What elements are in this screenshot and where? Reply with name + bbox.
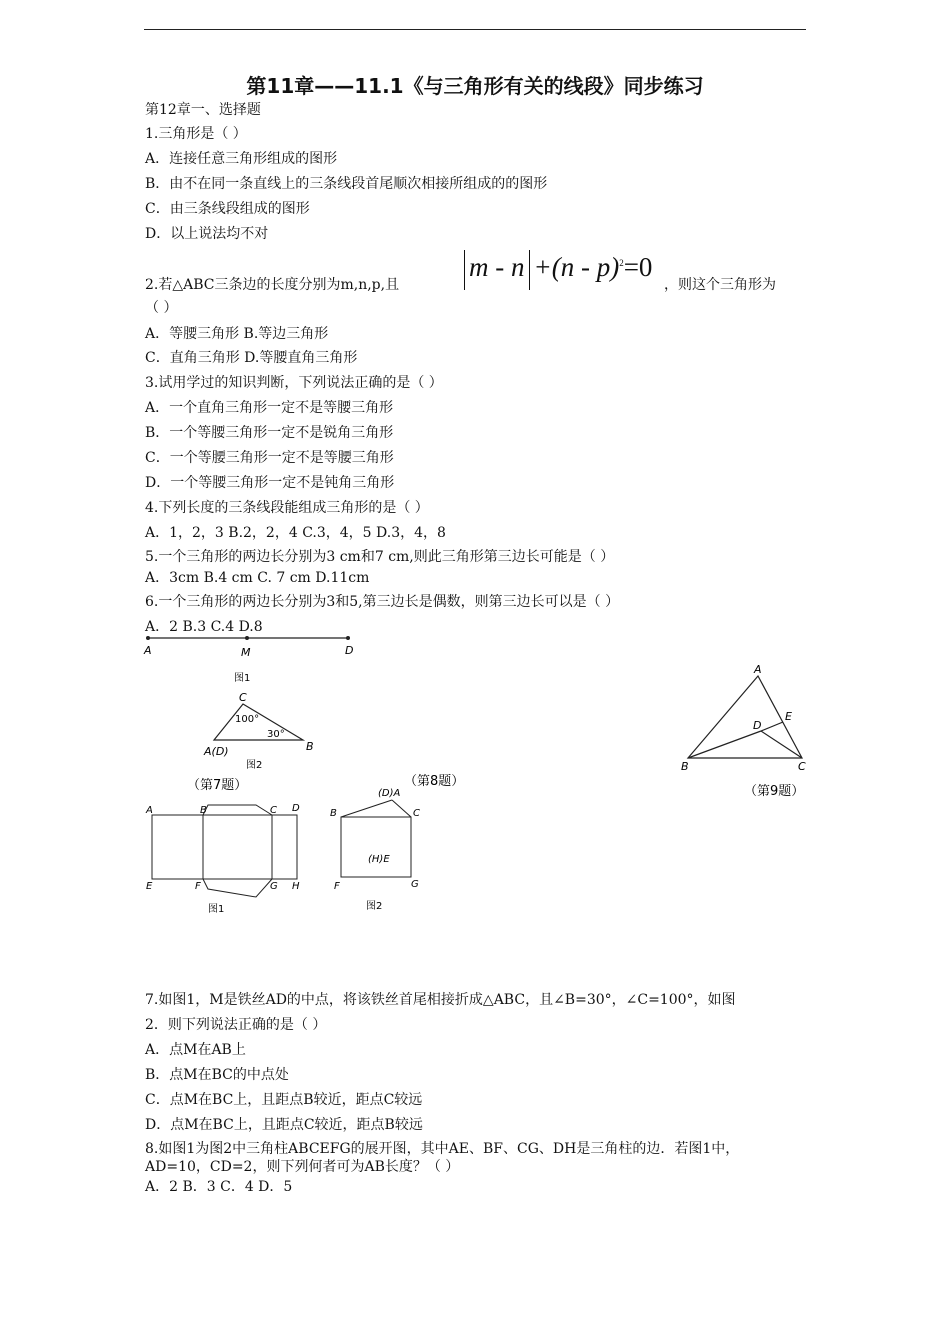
- fig8-net: [145, 803, 300, 915]
- q2-options-cd: C．直角三角形 D.等腰直角三角形: [145, 350, 358, 366]
- formula-left: m - n: [469, 252, 525, 283]
- fig8-caption2: 图2: [366, 901, 383, 912]
- fig8-n-e: E: [146, 881, 153, 892]
- page-title: 第11章——11.1《与三角形有关的线段》同步练习: [246, 74, 704, 98]
- formula-exp: 2: [619, 258, 624, 269]
- q7-option-b: B．点M在BC的中点处: [145, 1067, 289, 1083]
- q8-options: A．2 B．3 C．4 D．5: [145, 1179, 293, 1195]
- q7-option-c: C．点M在BC上，且距点B较近，距点C较远: [145, 1092, 423, 1108]
- q2-stem-cont: （ ）: [145, 300, 178, 316]
- q1-stem: 1.三角形是（ ）: [145, 126, 247, 142]
- q3-option-c: C．一个等腰三角形一定不是等腰三角形: [145, 450, 394, 466]
- q3-stem: 3.试用学过的知识判断，下列说法正确的是（ ）: [145, 375, 443, 391]
- fig8-p-c: C: [413, 808, 420, 819]
- q3-option-b: B．一个等腰三角形一定不是锐角三角形: [145, 425, 394, 441]
- q6-stem: 6.一个三角形的两边长分别为3和5,第三边长是偶数，则第三边长可以是（ ）: [145, 594, 620, 610]
- q5-options: A．3cm B.4 cm C. 7 cm D.11cm: [145, 570, 370, 586]
- fig7-angle-c: 100°: [235, 714, 260, 725]
- fig7-label-a: A: [144, 644, 152, 657]
- section-heading: 第12章一、选择题: [145, 102, 261, 118]
- q8-stem-line1: 8.如图1为图2中三角柱ABCEFG的展开图，其中AE、BF、CG、DH是三角柱的边．若图1中，: [145, 1141, 740, 1157]
- q2-options-ab: A．等腰三角形 B.等边三角形: [145, 326, 329, 342]
- fig8-n-b: B: [200, 805, 207, 816]
- fig8-prism: [330, 788, 420, 912]
- fig8-p-g: G: [411, 879, 419, 890]
- fig9-label-e: E: [785, 710, 792, 723]
- fig7-label-c: C: [239, 691, 247, 704]
- fig9-title: （第9题）: [744, 784, 805, 799]
- fig8-n-f: F: [195, 881, 201, 892]
- q2-stem: 2.若△ABC三条边的长度分别为m,n,p,且: [145, 277, 400, 293]
- fig9-triangle: [681, 663, 806, 773]
- fig7-title: （第7题）: [187, 778, 248, 793]
- formula-mid: +(n - p): [533, 252, 620, 283]
- fig8-n-g: G: [270, 881, 278, 892]
- fig8-p-da: (D)A: [378, 788, 401, 799]
- fig7-segment: [143, 636, 353, 684]
- q1-option-c: C．由三条线段组成的图形: [145, 201, 310, 217]
- fig7-caption2: 图2: [246, 760, 263, 771]
- q1-option-b: B．由不在同一条直线上的三条线段首尾顺次相接所组成的的图形: [145, 176, 548, 192]
- fig7-label-m: M: [241, 646, 251, 659]
- q7-option-a: A．点M在AB上: [145, 1042, 246, 1058]
- q4-stem: 4.下列长度的三条线段能组成三角形的是（ ）: [145, 500, 429, 516]
- fig8-n-c: C: [270, 805, 277, 816]
- fig8-title: （第8题）: [404, 774, 465, 789]
- fig8-p-b: B: [330, 808, 337, 819]
- q2-stem-tail: ，则这个三角形为: [664, 277, 776, 293]
- fig7-triangle: [203, 691, 314, 771]
- q3-option-d: D．一个等腰三角形一定不是钝角三角形: [145, 475, 395, 491]
- fig8-n-d: D: [292, 803, 300, 814]
- q7-stem-line1: 7.如图1，M是铁丝AD的中点，将该铁丝首尾相接折成△ABC，且∠B=30°，∠C=100°，如图: [145, 992, 736, 1008]
- fig8-p-he: (H)E: [368, 854, 390, 865]
- q5-stem: 5.一个三角形的两边长分别为3 cm和7 cm,则此三角形第三边长可能是（ ）: [145, 549, 615, 565]
- fig8-p-f: F: [334, 881, 340, 892]
- q3-option-a: A．一个直角三角形一定不是等腰三角形: [145, 400, 394, 416]
- q7-option-d: D．点M在BC上，且距点C较近，距点B较远: [145, 1117, 423, 1133]
- fig7-label-d: D: [345, 644, 354, 657]
- fig9-label-a: A: [754, 663, 762, 676]
- fig9-label-c: C: [798, 760, 806, 773]
- formula-right: =0: [623, 252, 653, 283]
- fig7-label-b: B: [306, 740, 314, 753]
- fig7-caption1: 图1: [234, 673, 251, 684]
- fig9-label-d: D: [753, 719, 762, 732]
- fig9-label-b: B: [681, 760, 689, 773]
- fig8-n-h: H: [292, 881, 300, 892]
- fig8-n-a: A: [146, 805, 153, 816]
- q4-options: A．1，2，3 B.2，2，4 C.3，4，5 D.3，4，8: [145, 525, 446, 541]
- fig7-label-ad: A(D): [204, 745, 229, 758]
- q1-option-d: D．以上说法均不对: [145, 226, 269, 242]
- q8-stem-line2: AD=10，CD=2，则下列何者可为AB长度？（ ）: [145, 1159, 460, 1175]
- q6-options: A．2 B.3 C.4 D.8: [145, 619, 263, 635]
- q7-stem-line2: 2．则下列说法正确的是（ ）: [145, 1017, 327, 1033]
- fig8-caption1: 图1: [208, 904, 225, 915]
- q1-option-a: A．连接任意三角形组成的图形: [145, 151, 338, 167]
- fig7-angle-b: 30°: [267, 729, 285, 740]
